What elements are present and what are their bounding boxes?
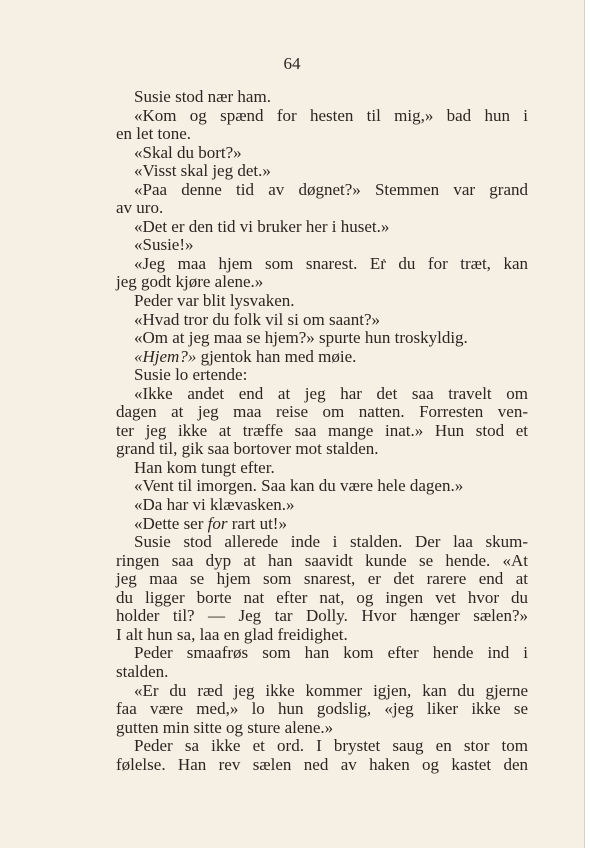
- text-segment: dagen at jeg maa reise om natten. Forresten ven-: [116, 402, 528, 422]
- text-line: [116, 756, 528, 775]
- text-line: [116, 255, 528, 274]
- text-segment: Peder smaafrøs som han kom efter hende ind i: [134, 643, 528, 663]
- text-line: [116, 218, 528, 237]
- text-segment: Susie stod allerede inde i stalden. Der laa skum-: [134, 532, 528, 552]
- text-segment: «Om at jeg maa se hjem?» spurte hun troskyldig.: [134, 328, 468, 348]
- text-line: [116, 737, 528, 756]
- text-segment: Peder sa ikke et ord. I brystet saug en stor tom: [134, 736, 528, 756]
- text-segment: «Da har vi klævasken.»: [134, 495, 295, 515]
- text-segment: Susie stod nær ham.: [134, 87, 271, 106]
- text-segment: «Skal du bort?»: [134, 142, 242, 162]
- text-segment: «Susie!»: [134, 235, 194, 255]
- text-segment: gutten min sitte og sture alene.»: [116, 717, 334, 737]
- text-line: [116, 273, 528, 292]
- text-line: [116, 348, 528, 367]
- text-segment: en let tone.: [116, 124, 192, 144]
- text-segment: av uro.: [116, 198, 164, 218]
- text-segment: Susie lo ertende:: [134, 365, 248, 385]
- text-line: [116, 719, 528, 738]
- text-line: [116, 682, 528, 701]
- text-line: [116, 589, 528, 608]
- text-segment: jeg godt kjøre alene.»: [116, 272, 264, 292]
- page-number: 64: [283, 54, 301, 73]
- text-line: [116, 663, 528, 682]
- text-segment: «Dette ser: [134, 513, 208, 533]
- text-segment: holder til? — Jeg tar Dolly. Hvor hænger sælen?»: [116, 606, 528, 626]
- text-line: [116, 144, 528, 163]
- text-segment: for: [207, 513, 228, 533]
- text-line: [116, 403, 528, 422]
- text-line: [116, 311, 528, 330]
- text-segment: «Jeg maa hjem som snarest. Er du for træt, kan: [134, 253, 528, 273]
- text-segment: «Hjem?»: [134, 346, 197, 366]
- text-line: [116, 329, 528, 348]
- text-segment: «Visst skal jeg det.»: [134, 161, 271, 181]
- text-segment: I alt hun sa, laa en glad freidighet.: [116, 624, 348, 644]
- text-segment: Han kom tungt efter.: [134, 457, 275, 477]
- text-segment: du ligger borte nat efter nat, og ingen vet hvor du: [116, 587, 528, 607]
- text-segment: faa være med,» lo hun godslig, «jeg liker ikke se: [116, 699, 528, 719]
- text-segment: «Hvad tror du folk vil si om saant?»: [134, 309, 380, 329]
- text-segment: «Ikke andet end at jeg har det saa travelt om: [134, 383, 528, 403]
- text-segment: «Paa denne tid av døgnet?» Stemmen var grand: [134, 179, 528, 199]
- body-text: [116, 88, 528, 774]
- text-segment: ringen saa dyp at han saavidt kunde se hende. «At: [116, 550, 528, 570]
- text-line: [116, 700, 528, 719]
- text-line: [116, 107, 528, 126]
- text-segment: jeg maa se hjem som snarest, er det rarere end at: [116, 569, 528, 589]
- text-segment: «Det er den tid vi bruker her i huset.»: [134, 216, 390, 236]
- text-line: [116, 236, 528, 255]
- text-line: [116, 552, 528, 571]
- text-segment: «Er du ræd jeg ikke kommer igjen, kan du gjerne: [134, 680, 528, 700]
- text-line: [116, 496, 528, 515]
- text-line: [116, 88, 528, 107]
- text-line: [116, 162, 528, 181]
- text-segment: «Kom og spænd for hesten til mig,» bad hun i: [134, 105, 528, 125]
- text-segment: Peder var blit lysvaken.: [134, 291, 295, 311]
- text-line: [116, 366, 528, 385]
- text-segment: gjentok han med møie.: [196, 346, 357, 366]
- text-line: [116, 644, 528, 663]
- text-line: [116, 570, 528, 589]
- text-line: [116, 385, 528, 404]
- text-line: [116, 533, 528, 552]
- text-line: [116, 440, 528, 459]
- text-line: [116, 626, 528, 645]
- text-segment: «Vent til imorgen. Saa kan du være hele dagen.»: [134, 476, 464, 496]
- text-line: [116, 515, 528, 534]
- text-line: [116, 607, 528, 626]
- text-segment: ter jeg ikke at træffe saa mange inat.» Hun stod et: [116, 420, 528, 440]
- text-line: [116, 459, 528, 478]
- text-segment: stalden.: [116, 661, 169, 681]
- text-segment: grand til, gik saa bortover mot stalden.: [116, 439, 379, 459]
- text-line: [116, 422, 528, 441]
- text-segment: rart ut!»: [227, 513, 287, 533]
- text-line: [116, 181, 528, 200]
- text-line: [116, 199, 528, 218]
- text-segment: følelse. Han rev sælen ned av haken og kastet den: [116, 754, 528, 774]
- text-line: [116, 292, 528, 311]
- text-line: [116, 477, 528, 496]
- text-line: [116, 125, 528, 144]
